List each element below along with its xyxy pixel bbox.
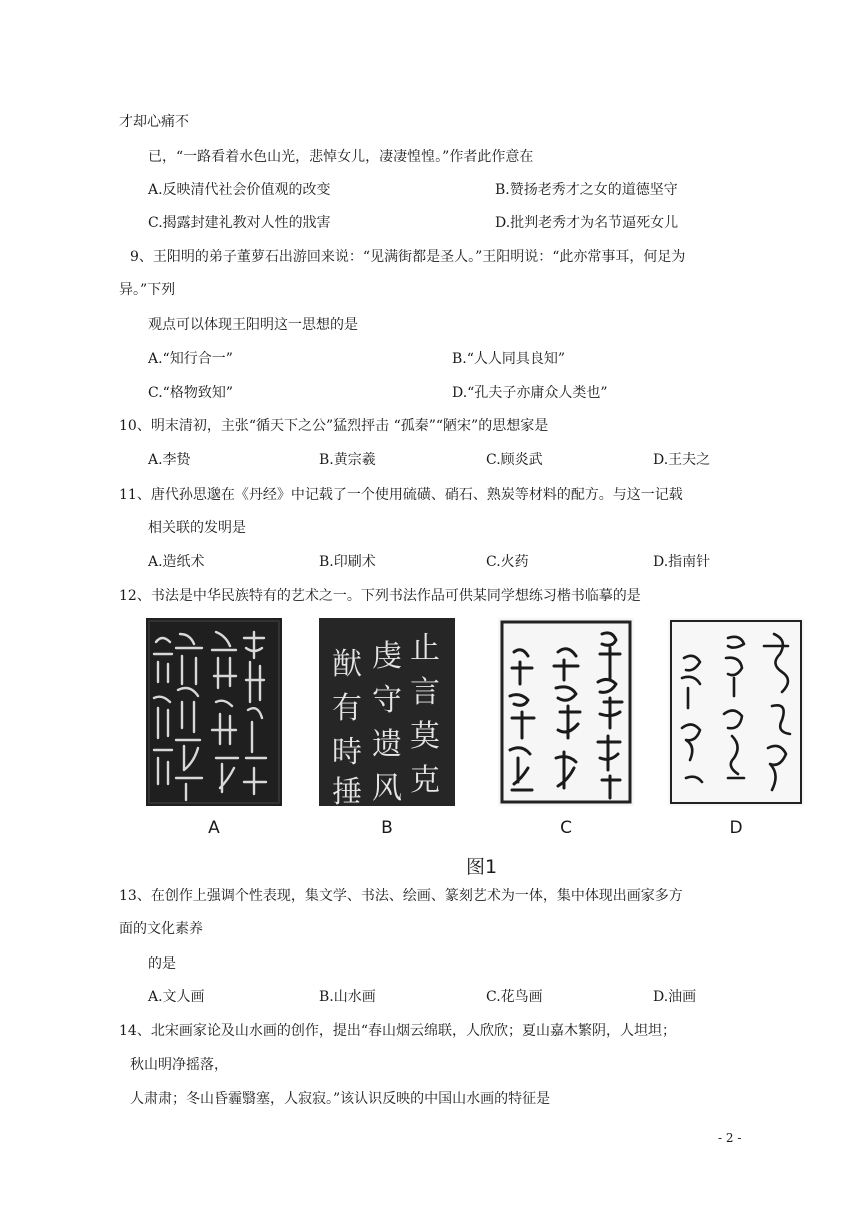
- q13-line1: 13、在创作上强调个性表现，集文学、书法、绘画、篆刻艺术为一体，集中体现出画家多方: [119, 888, 683, 904]
- q8-option-a: A.反映清代社会价值观的改变: [148, 182, 331, 198]
- q14-line1: 14、北宋画家论及山水画的创作，提出“春山烟云绵联，人欣欣；夏山嘉木繁阴，人坦坦；: [119, 1023, 676, 1039]
- calligraphy-sample-d: [668, 618, 804, 806]
- figure-label-c: C: [560, 818, 572, 838]
- figure-label-d: D: [729, 818, 743, 838]
- panel-b-char: 遗: [372, 727, 402, 762]
- q11-option-b: B.印刷术: [319, 554, 376, 570]
- q11-option-d: D.指南针: [653, 554, 711, 570]
- panel-b-char: 言: [410, 675, 440, 710]
- panel-b-char: 捶: [332, 775, 362, 806]
- q8-line2: 已，“一路看着水色山光，悲悼女儿，凄凄惶惶。”作者此作意在: [148, 149, 534, 165]
- panel-b-char: 克: [410, 763, 440, 798]
- q10-option-a: A.李贽: [148, 452, 191, 468]
- q10-option-b: B.黄宗羲: [319, 452, 376, 468]
- q11-option-a: A.造纸术: [148, 554, 205, 570]
- page-number: - 2 -: [718, 1131, 742, 1145]
- q9-option-b: B.“人人同具良知”: [452, 351, 566, 367]
- panel-b-char: 有: [332, 691, 362, 726]
- q14-line2: 秋山明净摇落，: [130, 1057, 228, 1073]
- figure-label-b: B: [381, 818, 393, 838]
- panel-b-char: 守: [372, 683, 402, 718]
- calligraphy-sample-b: [319, 618, 455, 806]
- q11-line2: 相关联的发明是: [148, 520, 246, 536]
- q8-option-d: D.批判老秀才为名节逼死女儿: [495, 215, 679, 231]
- panel-b-char: 风: [372, 771, 402, 806]
- q9-option-d: D.“孔夫子亦庸众人类也”: [452, 385, 608, 401]
- q9-option-c: C.“格物致知”: [148, 385, 233, 401]
- figure-label-a: A: [208, 818, 220, 838]
- q9-line1: 9、王阳明的弟子董萝石出游回来说：“见满街都是圣人。”王阳明说：“此亦常事耳，何足为: [130, 249, 686, 265]
- q13-line2: 面的文化素养: [119, 921, 203, 937]
- q8-option-c: C.揭露封建礼教对人性的戕害: [148, 215, 331, 231]
- q10-option-c: C.顾炎武: [486, 452, 543, 468]
- q10-option-d: D.王夫之: [653, 452, 711, 468]
- q8-line1: 才却心痛不: [119, 114, 189, 130]
- q13-line3: 的是: [148, 956, 176, 972]
- q13-option-a: A.文人画: [148, 989, 205, 1005]
- panel-b-char: 虔: [372, 639, 402, 674]
- q8-option-b: B.赞扬老秀才之女的道德坚守: [495, 182, 678, 198]
- q9-line3: 观点可以体现王阳明这一思想的是: [148, 317, 358, 333]
- figure-caption: 图1: [466, 856, 498, 878]
- panel-b-char: 莫: [410, 719, 440, 754]
- calligraphy-sample-c: [498, 618, 634, 806]
- q10-line1: 10、明末清初，主张“循天下之公”猛烈抨击 “孤秦”“陋宋”的思想家是: [119, 418, 549, 434]
- calligraphy-figure: [140, 618, 820, 848]
- q9-option-a: A.“知行合一”: [148, 351, 233, 367]
- q13-option-b: B.山水画: [319, 989, 376, 1005]
- q12-line1: 12、书法是中华民族特有的艺术之一。下列书法作品可供某同学想练习楷书临摹的是: [119, 588, 641, 604]
- q13-option-d: D.油画: [653, 989, 697, 1005]
- panel-b-char: 猷: [332, 647, 362, 682]
- q13-option-c: C.花鸟画: [486, 989, 543, 1005]
- q11-line1: 11、唐代孙思邈在《丹经》中记载了一个使用硫磺、硝石、熟炭等材料的配方。与这一记载: [119, 487, 683, 503]
- q11-option-c: C.火药: [486, 554, 529, 570]
- q9-line2: 异。”下列: [119, 282, 176, 298]
- q14-line3: 人肃肃；冬山昏霾翳塞，人寂寂。”该认识反映的中国山水画的特征是: [130, 1091, 551, 1107]
- calligraphy-sample-a: [146, 618, 282, 806]
- panel-b-char: 時: [332, 735, 362, 770]
- panel-b-char: 止: [410, 631, 440, 666]
